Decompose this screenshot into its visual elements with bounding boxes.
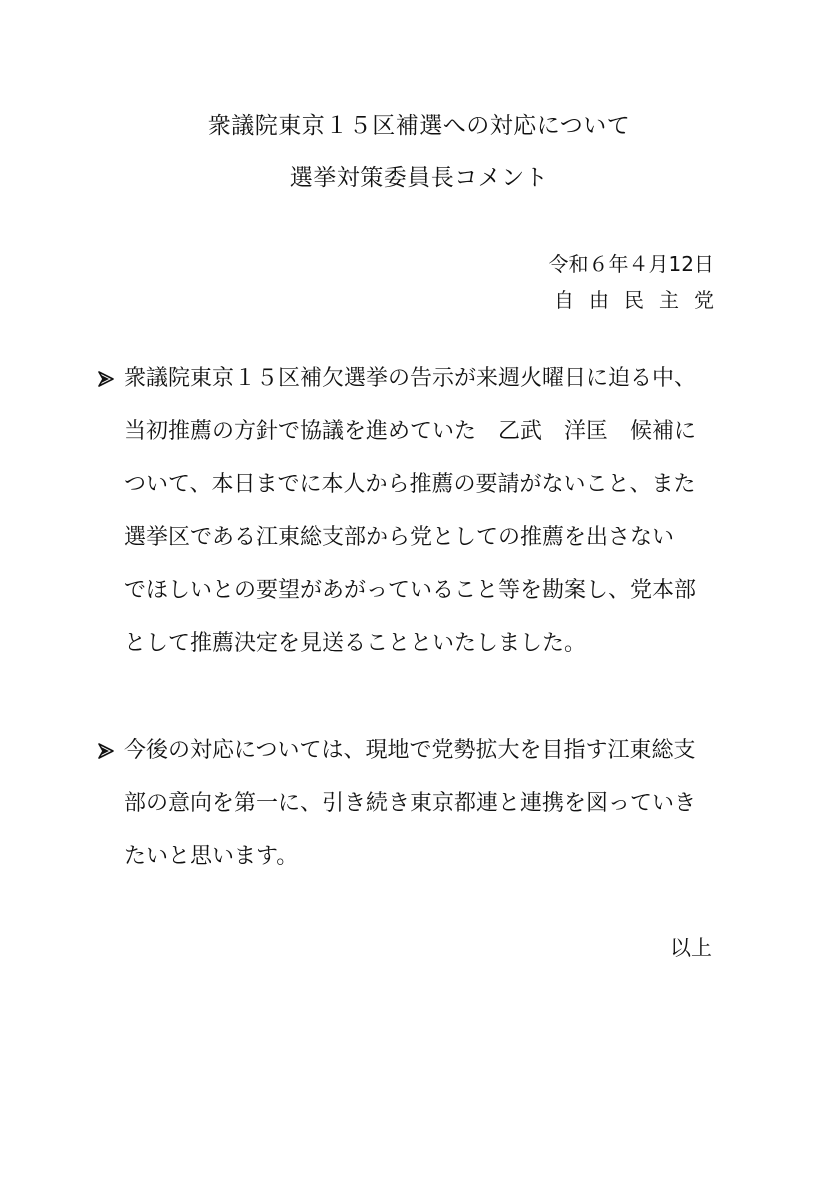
text-line: 当初推薦の方針で協議を進めていた 乙武 洋匡 候補に [124,419,697,444]
sender-organization: 自由民主党 [554,288,729,312]
bullet-text [124,358,724,676]
text-line: 選挙区である江東総支部から党としての推薦を出さない [124,525,675,550]
text-line: 部の意向を第一に、引き続き東京都連と連携を図っていき [124,791,697,816]
arrowhead-bullet-icon [97,742,115,760]
document-title: 衆議院東京１５区補選への対応について [207,113,631,139]
document-date: 令和６年４月12日 [548,252,714,276]
bullet-text [124,730,724,889]
text-line: たいと思います。 [124,844,299,869]
text-line: 衆議院東京１５区補欠選挙の告示が来週火曜日に迫る中、 [124,366,697,391]
closing-mark: 以上 [670,936,712,960]
text-line: ついて、本日までに本人から推薦の要請がないこと、また [124,472,696,497]
date-and-sender [548,246,729,318]
text-line: 今後の対応については、現地で党勢拡大を目指す江東総支 [124,738,696,763]
text-line: として推薦決定を見送ることといたしました。 [124,631,587,656]
text-line: でほしいとの要望があがっていること等を勘案し、党本部 [124,578,697,603]
document-subtitle: 選挙対策委員長コメント [289,165,549,191]
arrowhead-bullet-icon [97,370,115,388]
